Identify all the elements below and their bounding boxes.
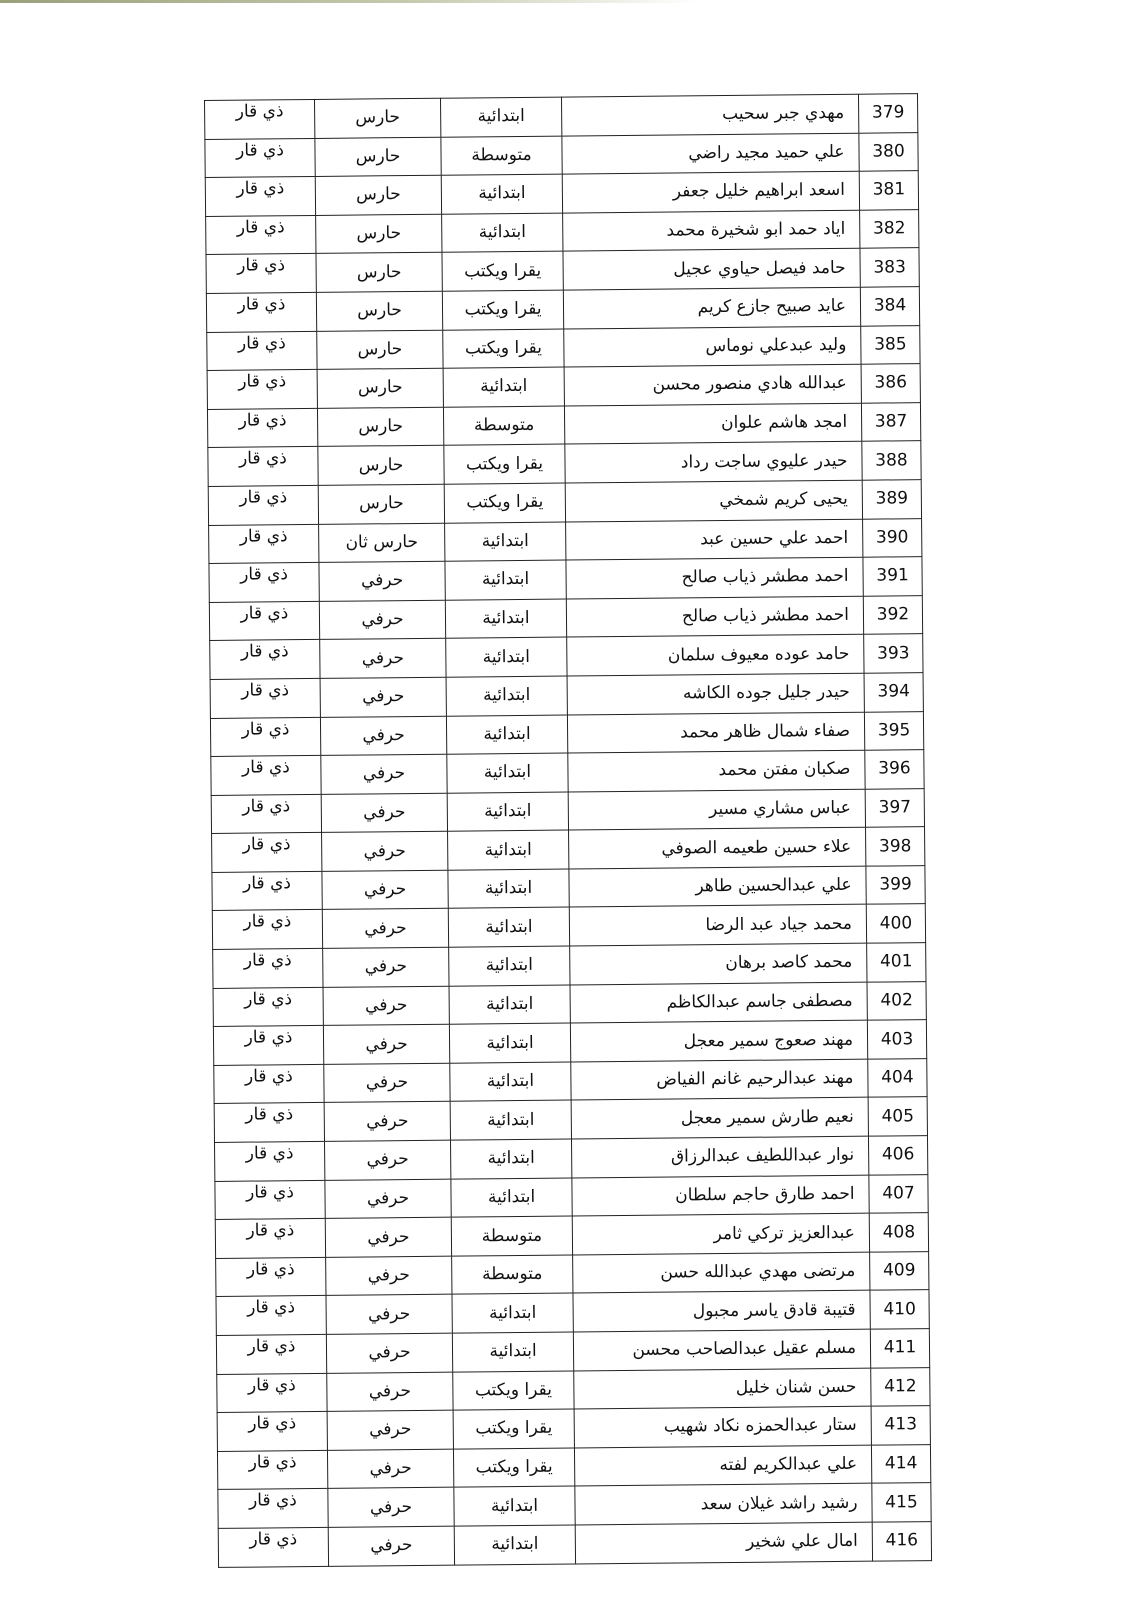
province: ذي قار bbox=[213, 987, 323, 1027]
province: ذي قار bbox=[206, 292, 316, 332]
job-title: حرفي bbox=[328, 1526, 454, 1566]
job-title: حارس bbox=[318, 446, 444, 486]
row-number: 415 bbox=[872, 1483, 931, 1522]
education-level: ابتدائية bbox=[449, 985, 570, 1025]
row-number: 407 bbox=[869, 1174, 928, 1213]
job-title: حرفي bbox=[320, 716, 446, 756]
job-title: حرفي bbox=[319, 561, 445, 601]
job-title: حرفي bbox=[323, 986, 449, 1026]
education-level: ابتدائية bbox=[450, 1100, 571, 1140]
employee-name: ستار عبدالحمزه نكاد شهيب bbox=[574, 1406, 871, 1447]
employee-name: مرتضى مهدي عبدالله حسن bbox=[573, 1252, 870, 1293]
table-row bbox=[213, 943, 926, 988]
employee-name: امال علي شخير bbox=[575, 1522, 872, 1563]
job-title: حرفي bbox=[324, 1063, 450, 1103]
province: ذي قار bbox=[206, 254, 316, 294]
employee-name: حسن شنان خليل bbox=[574, 1368, 871, 1409]
employee-name: عبدالعزيز تركي ثامر bbox=[572, 1213, 869, 1254]
employee-name: حامد فيصل حياوي عجيل bbox=[563, 249, 860, 290]
job-title: حرفي bbox=[328, 1488, 454, 1528]
education-level: يقرا ويكتب bbox=[442, 290, 563, 330]
employee-name: اياد حمد ابو شخيرة محمد bbox=[563, 210, 860, 251]
job-title: حارس bbox=[314, 98, 440, 138]
row-number: 397 bbox=[865, 788, 924, 827]
province: ذي قار bbox=[207, 408, 317, 448]
job-title: حرفي bbox=[326, 1256, 452, 1296]
education-level: يقرا ويكتب bbox=[453, 1448, 574, 1488]
job-title: حارس bbox=[316, 214, 442, 254]
employee-name: نوار عبداللطيف عبدالرزاق bbox=[571, 1136, 868, 1177]
province: ذي قار bbox=[212, 833, 322, 873]
row-number: 414 bbox=[871, 1444, 930, 1483]
job-title: حارس bbox=[317, 368, 443, 408]
province: ذي قار bbox=[210, 640, 320, 680]
row-number: 384 bbox=[860, 287, 919, 326]
province: ذي قار bbox=[213, 948, 323, 988]
province: ذي قار bbox=[205, 177, 315, 217]
education-level: متوسطة bbox=[452, 1255, 573, 1295]
education-level: ابتدائية bbox=[442, 213, 563, 253]
education-level: ابتدائية bbox=[443, 367, 564, 407]
row-number: 402 bbox=[867, 981, 926, 1020]
employee-name: عايد صبيح جازع كريم bbox=[563, 287, 860, 328]
scan-top-edge bbox=[0, 0, 700, 3]
employee-name: احمد طارق حاجم سلطان bbox=[572, 1175, 869, 1216]
province: ذي قار bbox=[209, 524, 319, 564]
education-level: يقرا ويكتب bbox=[443, 329, 564, 369]
row-number: 393 bbox=[864, 634, 923, 673]
province: ذي قار bbox=[212, 871, 322, 911]
employee-name: احمد مطشر ذياب صالح bbox=[566, 557, 863, 598]
province: ذي قار bbox=[205, 99, 315, 139]
education-level: ابتدائية bbox=[447, 792, 568, 832]
employee-name: مهند عبدالرحيم غانم الفياض bbox=[571, 1059, 868, 1100]
table-row bbox=[210, 634, 923, 679]
row-number: 383 bbox=[860, 248, 919, 287]
job-title: حارس bbox=[318, 484, 444, 524]
employee-name: صفاء شمال ظاهر محمد bbox=[567, 712, 864, 753]
job-title: حرفي bbox=[320, 639, 446, 679]
job-title: حرفي bbox=[327, 1449, 453, 1489]
row-number: 390 bbox=[863, 518, 922, 557]
province: ذي قار bbox=[210, 717, 320, 757]
province: ذي قار bbox=[214, 1064, 324, 1104]
employee-name: محمد جياد عبد الرضا bbox=[569, 905, 866, 946]
row-number: 409 bbox=[870, 1251, 929, 1290]
province: ذي قار bbox=[207, 370, 317, 410]
province: ذي قار bbox=[216, 1334, 326, 1374]
employee-table bbox=[204, 93, 932, 1567]
job-title: حرفي bbox=[322, 909, 448, 949]
document-sheet bbox=[204, 93, 932, 1567]
province: ذي قار bbox=[213, 1026, 323, 1066]
employee-name: علاء حسين طعيمه الصوفي bbox=[569, 827, 866, 868]
education-level: ابتدائية bbox=[449, 946, 570, 986]
education-level: يقرا ويكتب bbox=[444, 444, 565, 484]
employee-name: علي عبدالكريم لفته bbox=[574, 1445, 871, 1486]
province: ذي قار bbox=[217, 1450, 327, 1490]
province: ذي قار bbox=[216, 1257, 326, 1297]
employee-name: مصطفى جاسم عبدالكاظم bbox=[570, 982, 867, 1023]
employee-name: حامد عوده معيوف سلمان bbox=[567, 635, 864, 676]
education-level: متوسطة bbox=[441, 136, 562, 176]
employee-name: صكبان مفتن محمد bbox=[568, 750, 865, 791]
job-title: حارس bbox=[317, 330, 443, 370]
education-level: ابتدائية bbox=[445, 599, 566, 639]
education-level: متوسطة bbox=[451, 1216, 572, 1256]
education-level: ابتدائية bbox=[441, 174, 562, 214]
employee-name: عباس مشاري مسير bbox=[568, 789, 865, 830]
row-number: 394 bbox=[864, 673, 923, 712]
row-number: 382 bbox=[860, 209, 919, 248]
job-title: حرفي bbox=[323, 1024, 449, 1064]
job-title: حرفي bbox=[327, 1372, 453, 1412]
job-title: حارس bbox=[315, 137, 441, 177]
province: ذي قار bbox=[216, 1296, 326, 1336]
province: ذي قار bbox=[217, 1412, 327, 1452]
employee-name: محمد كاصد برهان bbox=[570, 943, 867, 984]
education-level: يقرا ويكتب bbox=[442, 251, 563, 291]
education-level: يقرا ويكتب bbox=[453, 1409, 574, 1449]
employee-name: يحيى كريم شمخي bbox=[565, 480, 862, 521]
employee-name: مهند صعوج سمير معجل bbox=[570, 1020, 867, 1061]
table-row bbox=[213, 981, 926, 1026]
table-row bbox=[216, 1290, 929, 1335]
job-title: حرفي bbox=[322, 831, 448, 871]
employee-name: حيدر عليوي ساجت رداد bbox=[565, 442, 862, 483]
province: ذي قار bbox=[218, 1489, 328, 1529]
table-row bbox=[218, 1522, 931, 1567]
row-number: 408 bbox=[869, 1213, 928, 1252]
table-row bbox=[216, 1251, 929, 1296]
row-number: 379 bbox=[858, 94, 917, 133]
row-number: 388 bbox=[862, 441, 921, 480]
education-level: ابتدائية bbox=[448, 907, 569, 947]
job-title: حرفي bbox=[327, 1410, 453, 1450]
province: ذي قار bbox=[214, 1103, 324, 1143]
education-level: ابتدائية bbox=[448, 869, 569, 909]
table-row bbox=[206, 248, 919, 293]
employee-name: اسعد ابراهيم خليل جعفر bbox=[562, 171, 859, 212]
province: ذي قار bbox=[210, 678, 320, 718]
province: ذي قار bbox=[209, 563, 319, 603]
education-level: يقرا ويكتب bbox=[453, 1371, 574, 1411]
job-title: حارس bbox=[315, 175, 441, 215]
job-title: حرفي bbox=[321, 754, 447, 794]
province: ذي قار bbox=[215, 1141, 325, 1181]
job-title: حرفي bbox=[325, 1140, 451, 1180]
province: ذي قار bbox=[211, 756, 321, 796]
job-title: حرفي bbox=[325, 1179, 451, 1219]
row-number: 380 bbox=[859, 132, 918, 171]
row-number: 387 bbox=[861, 402, 920, 441]
education-level: ابتدائية bbox=[446, 715, 567, 755]
row-number: 411 bbox=[870, 1329, 929, 1368]
row-number: 403 bbox=[867, 1020, 926, 1059]
education-level: ابتدائية bbox=[445, 560, 566, 600]
province: ذي قار bbox=[215, 1219, 325, 1259]
education-level: ابتدائية bbox=[440, 97, 561, 137]
employee-name: احمد مطشر ذياب صالح bbox=[566, 596, 863, 637]
education-level: ابتدائية bbox=[447, 753, 568, 793]
row-number: 412 bbox=[871, 1367, 930, 1406]
row-number: 404 bbox=[868, 1058, 927, 1097]
education-level: ابتدائية bbox=[454, 1525, 575, 1565]
job-title: حرفي bbox=[325, 1217, 451, 1257]
education-level: ابتدائية bbox=[449, 1023, 570, 1063]
job-title: حرفي bbox=[323, 947, 449, 987]
row-number: 389 bbox=[862, 480, 921, 519]
education-level: متوسطة bbox=[443, 406, 564, 446]
province: ذي قار bbox=[212, 910, 322, 950]
row-number: 398 bbox=[866, 827, 925, 866]
education-level: ابتدائية bbox=[450, 1139, 571, 1179]
job-title: حرفي bbox=[324, 1102, 450, 1142]
province: ذي قار bbox=[218, 1527, 328, 1567]
table-row bbox=[216, 1329, 929, 1374]
job-title: حرفي bbox=[321, 793, 447, 833]
row-number: 391 bbox=[863, 557, 922, 596]
job-title: حرفي bbox=[326, 1333, 452, 1373]
employee-name: علي عبدالحسين طاهر bbox=[569, 866, 866, 907]
education-level: ابتدائية bbox=[446, 637, 567, 677]
employee-name: احمد علي حسين عبد bbox=[566, 519, 863, 560]
row-number: 400 bbox=[866, 904, 925, 943]
employee-name: قتيبة قادق ياسر مجبول bbox=[573, 1291, 870, 1332]
province: ذي قار bbox=[207, 331, 317, 371]
job-title: حارس bbox=[316, 291, 442, 331]
education-level: ابتدائية bbox=[445, 522, 566, 562]
education-level: يقرا ويكتب bbox=[444, 483, 565, 523]
row-number: 386 bbox=[861, 364, 920, 403]
job-title: حارس ثان bbox=[319, 523, 445, 563]
education-level: ابتدائية bbox=[452, 1293, 573, 1333]
row-number: 392 bbox=[863, 595, 922, 634]
table-row bbox=[206, 287, 919, 332]
job-title: حرفي bbox=[322, 870, 448, 910]
employee-name: وليد عبدعلي نوماس bbox=[564, 326, 861, 367]
employee-name: مهدي جبر سحيب bbox=[561, 94, 858, 135]
province: ذي قار bbox=[208, 447, 318, 487]
education-level: ابتدائية bbox=[454, 1486, 575, 1526]
row-number: 395 bbox=[864, 711, 923, 750]
row-number: 401 bbox=[867, 943, 926, 982]
province: ذي قار bbox=[208, 485, 318, 525]
row-number: 410 bbox=[870, 1290, 929, 1329]
table-row bbox=[209, 595, 922, 640]
job-title: حرفي bbox=[326, 1295, 452, 1335]
employee-name: امجد هاشم علوان bbox=[564, 403, 861, 444]
employee-name: نعيم طارش سمير معجل bbox=[571, 1098, 868, 1139]
row-number: 406 bbox=[868, 1136, 927, 1175]
province: ذي قار bbox=[206, 215, 316, 255]
education-level: ابتدائية bbox=[452, 1332, 573, 1372]
table-body bbox=[205, 94, 932, 1567]
job-title: حارس bbox=[317, 407, 443, 447]
row-number: 396 bbox=[865, 750, 924, 789]
education-level: ابتدائية bbox=[446, 676, 567, 716]
employee-name: مسلم عقيل عبدالصاحب محسن bbox=[573, 1329, 870, 1370]
job-title: حارس bbox=[316, 253, 442, 293]
row-number: 405 bbox=[868, 1097, 927, 1136]
province: ذي قار bbox=[205, 138, 315, 178]
row-number: 413 bbox=[871, 1406, 930, 1445]
employee-name: عبدالله هادي منصور محسن bbox=[564, 364, 861, 405]
row-number: 399 bbox=[866, 865, 925, 904]
province: ذي قار bbox=[211, 794, 321, 834]
job-title: حرفي bbox=[320, 677, 446, 717]
province: ذي قار bbox=[217, 1373, 327, 1413]
province: ذي قار bbox=[209, 601, 319, 641]
row-number: 416 bbox=[872, 1522, 931, 1561]
employee-name: رشيد راشد غيلان سعد bbox=[575, 1484, 872, 1525]
education-level: ابتدائية bbox=[451, 1178, 572, 1218]
education-level: ابتدائية bbox=[450, 1062, 571, 1102]
row-number: 381 bbox=[859, 171, 918, 210]
job-title: حرفي bbox=[319, 600, 445, 640]
row-number: 385 bbox=[861, 325, 920, 364]
education-level: ابتدائية bbox=[448, 830, 569, 870]
employee-name: حيدر جليل جوده الكاشه bbox=[567, 673, 864, 714]
employee-name: علي حميد مجيد راضي bbox=[562, 133, 859, 174]
province: ذي قار bbox=[215, 1180, 325, 1220]
